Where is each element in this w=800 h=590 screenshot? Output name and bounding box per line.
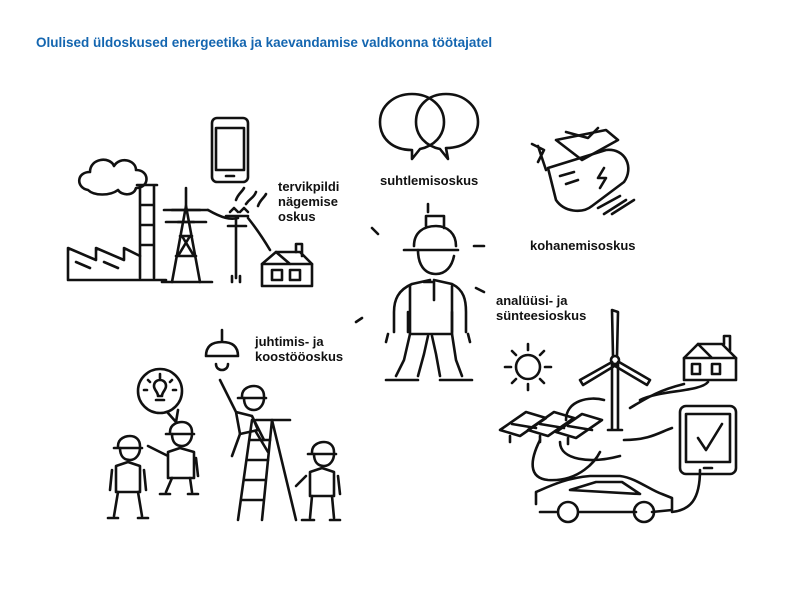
house-icon: [684, 336, 736, 380]
skill-label-line: oskus: [278, 209, 316, 224]
factory-icon: [68, 160, 166, 280]
skill-label-line: tervikpildi: [278, 179, 340, 194]
power-tower-icon: [162, 188, 270, 282]
skill-label-adaptability: [530, 238, 636, 253]
smartphone-icon: [212, 118, 248, 182]
lightbulb-icon: [138, 369, 182, 422]
skill-label-line: suhtlemisoskus: [380, 173, 479, 188]
skill-label-holistic: [278, 179, 339, 224]
tablet-check-icon: [680, 406, 736, 474]
skill-label-line: kohanemisoskus: [530, 238, 636, 253]
skill-label-communication: [380, 173, 478, 188]
wind-turbine-icon: [580, 310, 650, 430]
page-title: Olulised üldoskused energeetika ja kaevandamise valdkonna töötajatel: [36, 35, 493, 50]
skill-label-line: juhtimis- ja: [255, 334, 324, 349]
worker-icon: [356, 204, 484, 380]
lamp-icon: [206, 330, 238, 370]
skill-label-leadership: [255, 334, 343, 364]
skill-label-line: analüüsi- ja: [496, 293, 568, 308]
skill-label-line: sünteesioskus: [496, 308, 587, 323]
skill-label-line: koostööoskus: [255, 349, 344, 364]
sun-icon: [505, 344, 551, 390]
multitool-icon: [532, 128, 634, 214]
speech-bubbles-icon: [380, 94, 478, 159]
electric-car-icon: [536, 476, 672, 522]
team-workers-icon: [108, 380, 340, 520]
skill-label-analysis: [496, 293, 586, 323]
solar-panel-icon: [500, 412, 602, 444]
skill-label-line: nägemise: [278, 194, 338, 209]
